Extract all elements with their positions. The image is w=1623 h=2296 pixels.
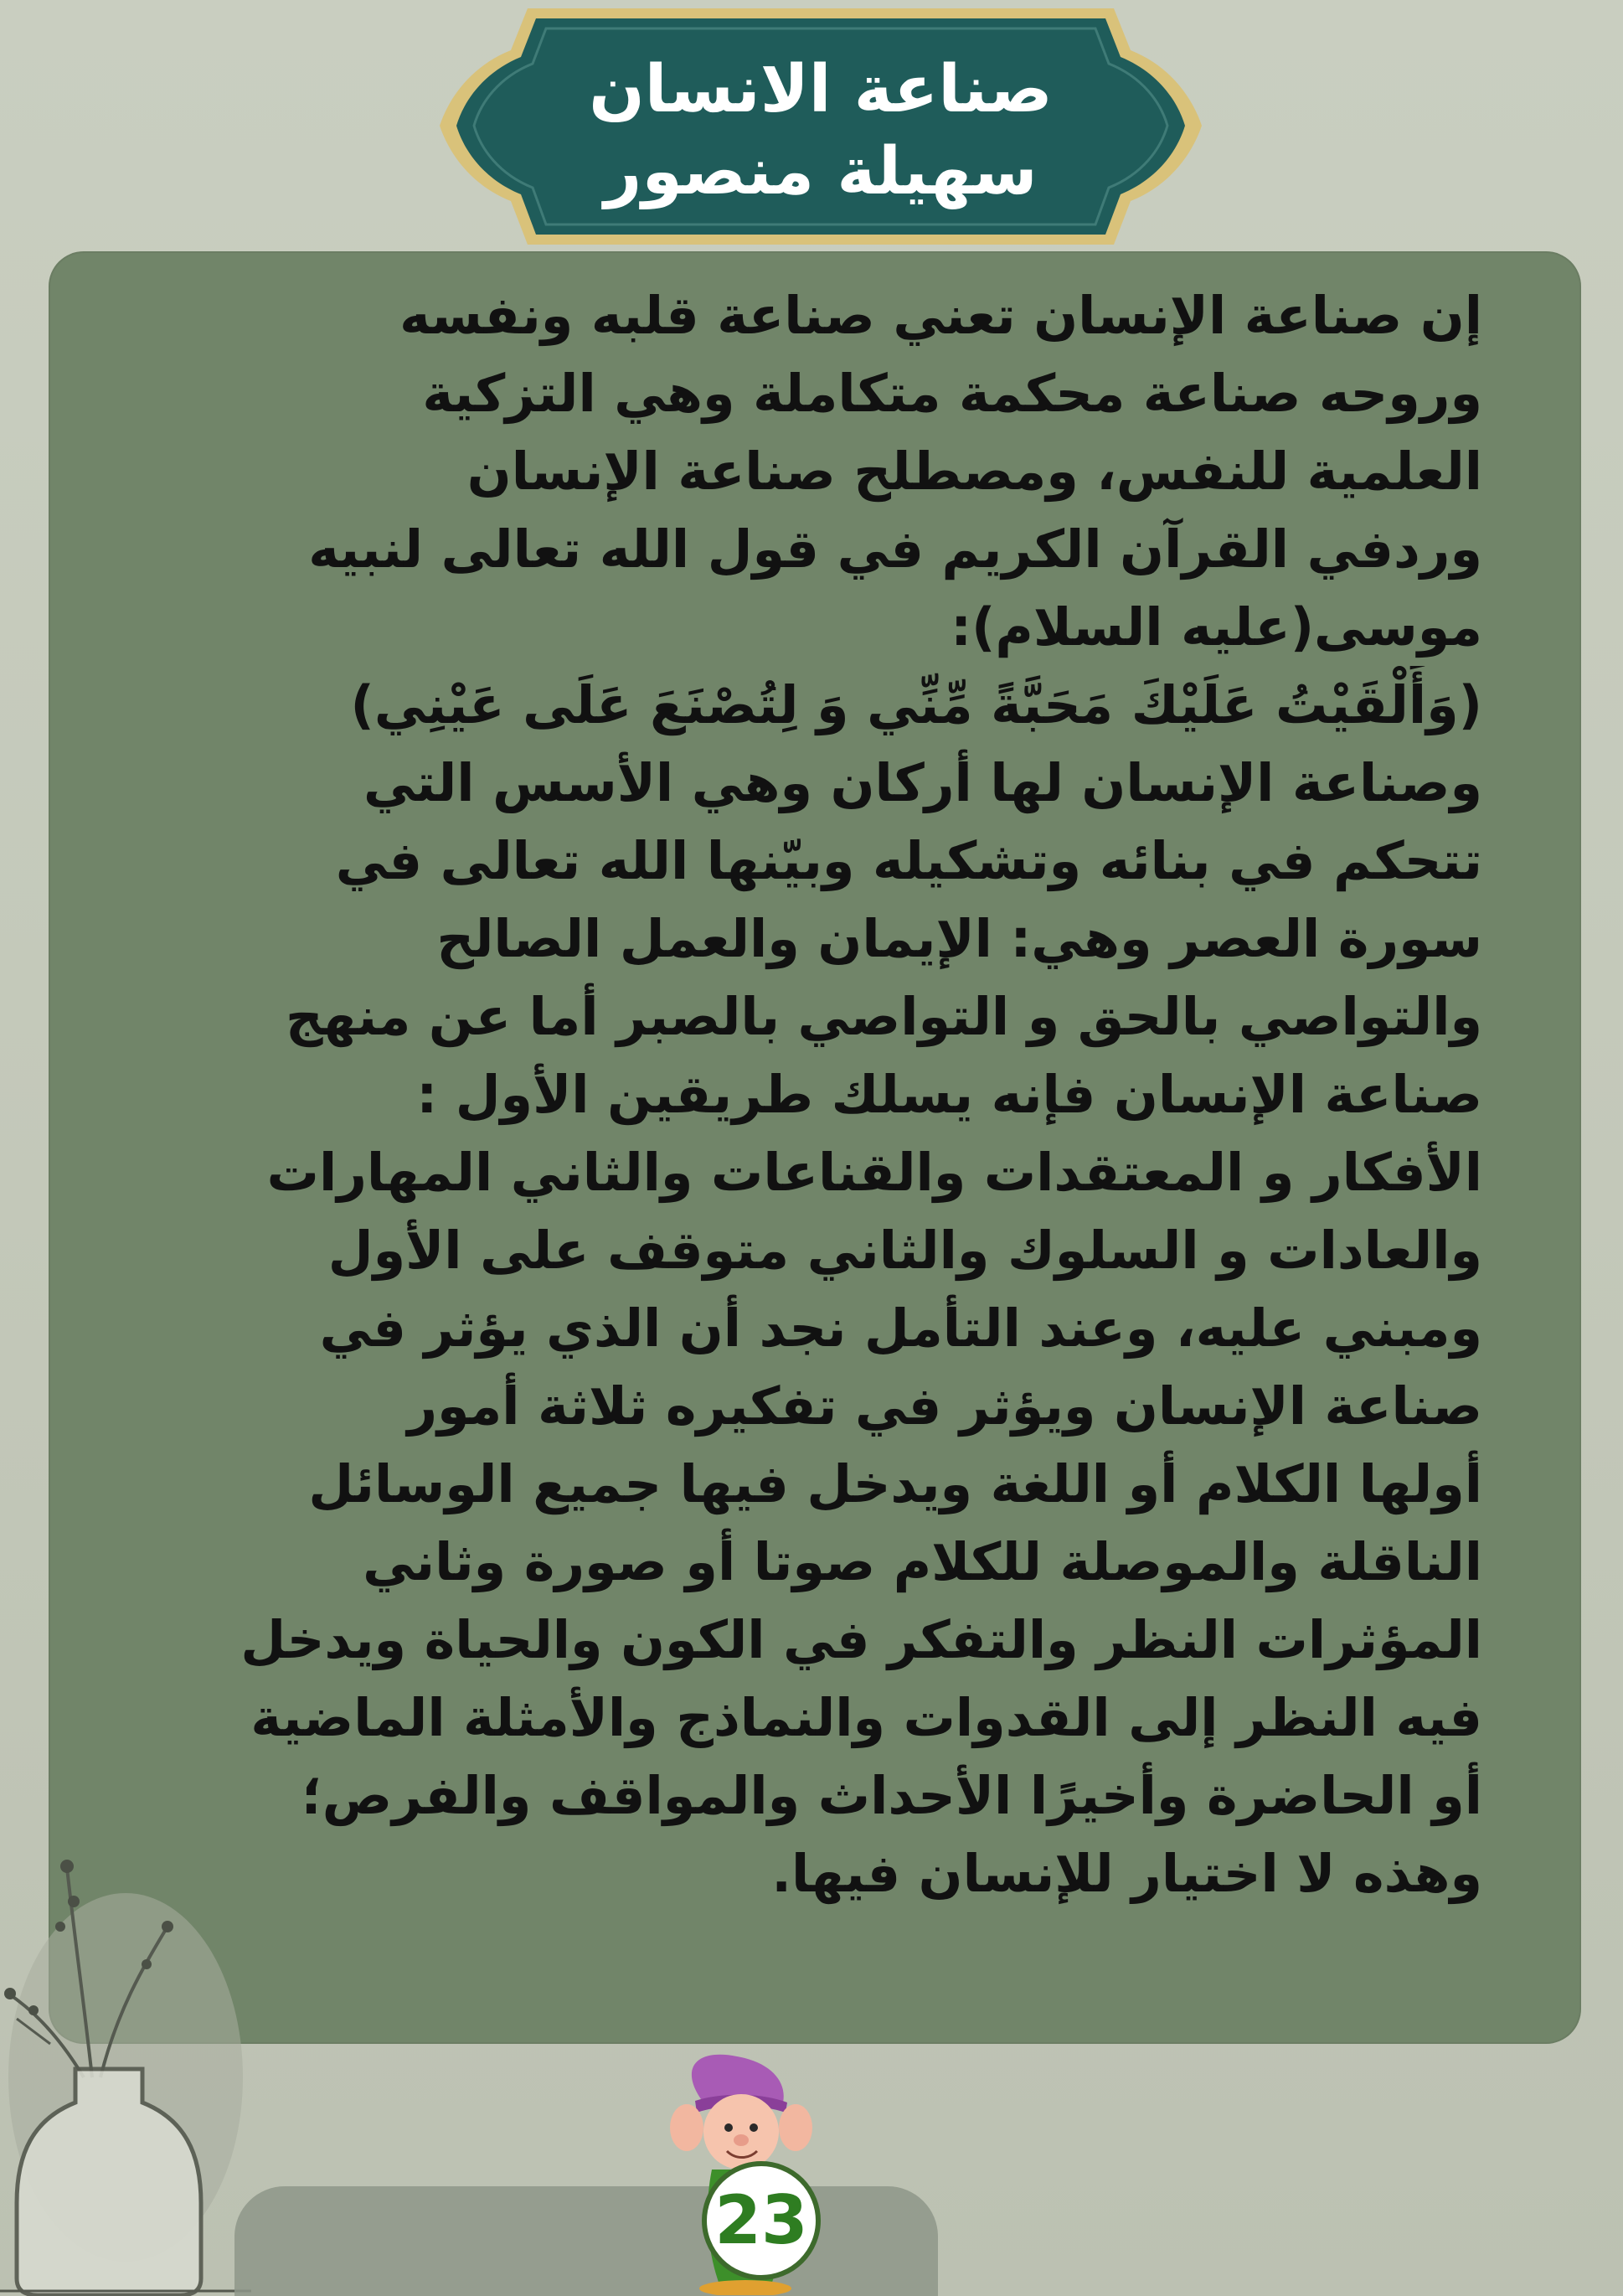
body-line: صناعة الإنسان فإنه يسلك طريقين الأول : [416,1064,1482,1125]
body-line: وردفي القرآن الكريم في قول الله تعالى لنبيه [308,519,1482,580]
body-line: صناعة الإنسان ويؤثر في تفكيره ثلاثة أمور [407,1375,1482,1437]
body-line: موسى(عليه السلام): [951,596,1482,658]
banner-title [435,49,1206,213]
body-line: فيه النظر إلى القدوات والنماذج والأمثلة الماضية [250,1687,1482,1748]
body-line: ومبني عليه، وعند التأمل نجد أن الذي يؤثر في [319,1298,1482,1359]
title-banner [435,0,1206,251]
body-line: وروحه صناعة محكمة متكاملة وهي التزكية [422,363,1482,424]
body-line: وهذه لا اختيار للإنسان فيها. [771,1843,1482,1904]
article-body [92,276,1482,1912]
flower-vase-icon [0,1801,251,2296]
body-line: والتواصي بالحق و التواصي بالصبر أما عن منهج [286,986,1482,1047]
body-line: سورة العصر وهي: الإيمان والعمل الصالح [436,908,1482,969]
body-line: الناقلة والموصلة للكلام صوتا أو صورة وثاني [363,1531,1482,1592]
article-title: صناعة الانسان [589,52,1053,127]
quran-verse: (وَأَلْقَيْتُ عَلَيْكَ مَحَبَّةً مِّنِّي وَ لِتُصْنَعَ عَلَى عَيْنِي) [350,674,1482,735]
body-line: المؤثرات النظر والتفكر في الكون والحياة ويدخل [240,1609,1482,1670]
body-line: والعادات و السلوك والثاني متوقف على الأول [327,1220,1482,1281]
body-line: وصناعة الإنسان لها أركان وهي الأسس التي [363,752,1482,813]
body-line: الأفكار و المعتقدات والقناعات والثاني المهارات [266,1142,1482,1203]
author-name: سهيلة منصور [604,134,1038,209]
body-line: تتحكم في بنائه وتشكيله وبيّنها الله تعالى في [335,830,1482,891]
body-line: أولها الكلام أو اللغة ويدخل فيها جميع الوسائل [308,1453,1482,1514]
body-line: العلمية للنفس، ومصطلح صناعة الإنسان [466,441,1482,502]
page-number: 23 [702,2161,821,2280]
body-line: أو الحاضرة وأخيرًا الأحداث والمواقف والفرص؛ [301,1765,1482,1826]
body-line: إن صناعة الإنسان تعني صناعة قلبه ونفسه [399,285,1482,346]
